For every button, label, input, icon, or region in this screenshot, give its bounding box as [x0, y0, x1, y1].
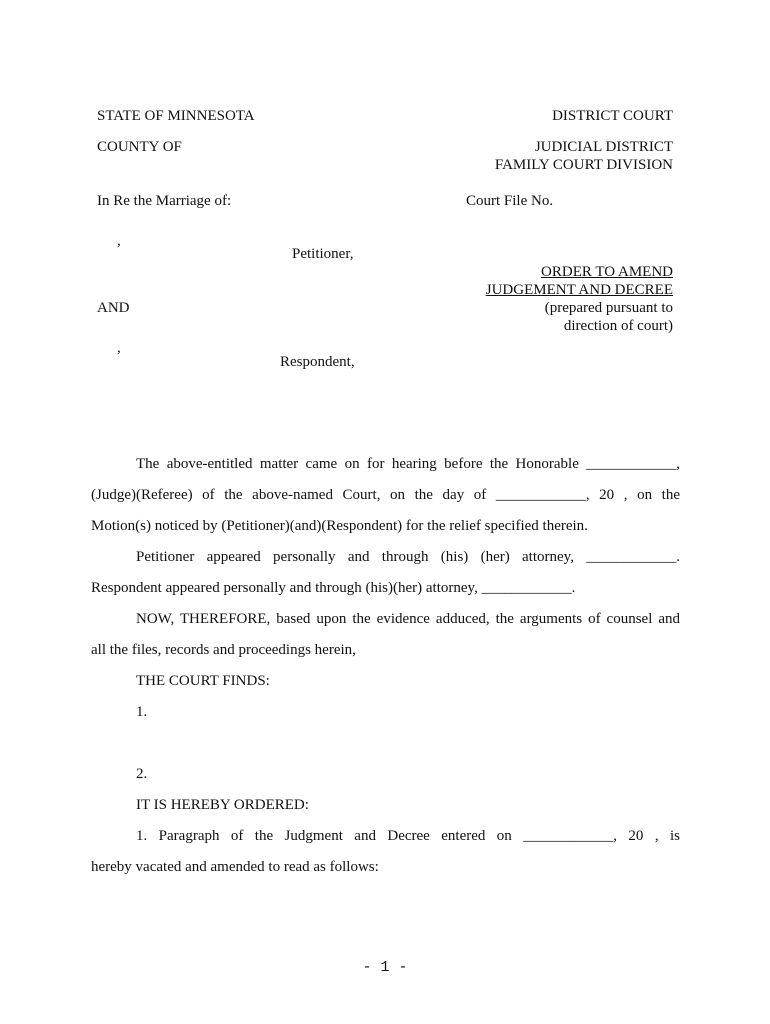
therefore-paragraph-line-1: NOW, THEREFORE, based upon the evidence adduced, the arguments of counsel and [136, 611, 680, 627]
order-title-line-1: ORDER TO AMEND [541, 264, 673, 280]
hearing-paragraph-line-1: The above-entitled matter came on for hearing before the Honorable ____________, [136, 456, 680, 472]
order-title-line-4: direction of court) [563, 318, 673, 334]
order-title-line-2: JUDGEMENT AND DECREE [485, 282, 673, 298]
petitioner-name-comma: , [117, 233, 121, 249]
order-1-line-2: hereby vacated and amended to read as follows: [91, 859, 379, 875]
petitioner-label: Petitioner, [292, 246, 354, 262]
court-finds-heading: THE COURT FINDS: [136, 673, 270, 689]
order-1-line-1: 1. Paragraph of the Judgment and Decree entered on ____________, 20 , is [136, 828, 680, 844]
court-file-no-label: Court File No. [466, 193, 554, 209]
ordered-heading: IT IS HEREBY ORDERED: [136, 797, 309, 813]
in-re-label: In Re the Marriage of: [97, 193, 232, 209]
therefore-paragraph-line-2: all the files, records and proceedings herein, [91, 642, 356, 658]
court-heading: DISTRICT COURT [552, 108, 673, 124]
page-number: - 1 - [362, 959, 408, 976]
petitioner-appearance-line: Petitioner appeared personally and through (his) (her) attorney, ____________. [136, 549, 680, 565]
order-title-line-3: (prepared pursuant to [544, 300, 673, 316]
and-label: AND [97, 300, 130, 316]
finding-1-number: 1. [136, 704, 148, 720]
hearing-paragraph-line-3: Motion(s) noticed by (Petitioner)(and)(Respondent) for the relief specified therein. [91, 518, 588, 534]
finding-2-number: 2. [136, 766, 148, 782]
state-heading: STATE OF MINNESOTA [97, 108, 255, 124]
respondent-appearance-line: Respondent appeared personally and through (his)(her) attorney, ____________. [91, 580, 576, 596]
hearing-paragraph-line-2: (Judge)(Referee) of the above-named Court, on the day of ____________, 20 , on the [91, 487, 680, 503]
division-heading: FAMILY COURT DIVISION [494, 157, 673, 173]
respondent-name-comma: , [117, 340, 121, 356]
judicial-district-heading: JUDICIAL DISTRICT [534, 139, 673, 155]
respondent-label: Respondent, [280, 354, 355, 370]
county-heading: COUNTY OF [97, 139, 182, 155]
